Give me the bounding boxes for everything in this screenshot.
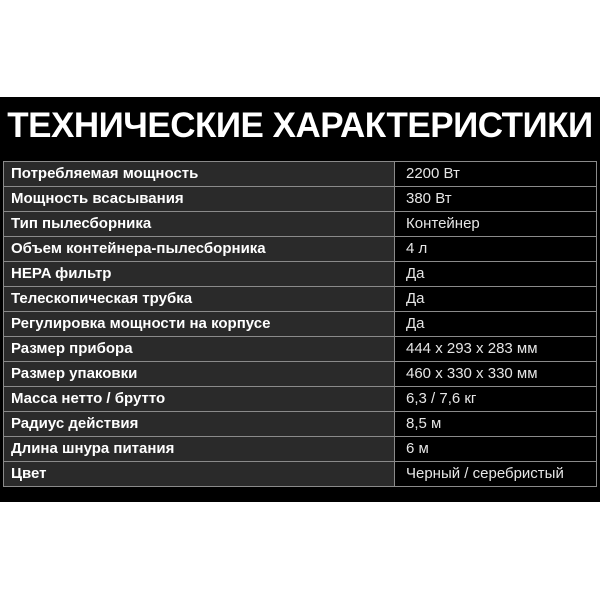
- spec-value: 8,5 м: [395, 412, 597, 437]
- table-row: [4, 337, 597, 362]
- spec-label: Размер упаковки: [4, 362, 395, 387]
- table-row: [4, 287, 597, 312]
- table-row: [4, 262, 597, 287]
- table-row: [4, 362, 597, 387]
- spec-label: Потребляемая мощность: [4, 162, 395, 187]
- table-row: [4, 387, 597, 412]
- specs-table: [3, 161, 597, 487]
- spec-value: Контейнер: [395, 212, 597, 237]
- spec-label: Радиус действия: [4, 412, 395, 437]
- spec-label: Масса нетто / брутто: [4, 387, 395, 412]
- spec-label: Мощность всасывания: [4, 187, 395, 212]
- spec-label: Длина шнура питания: [4, 437, 395, 462]
- spec-value: 6 м: [395, 437, 597, 462]
- spec-value: Да: [395, 287, 597, 312]
- spec-label: Телескопическая трубка: [4, 287, 395, 312]
- spec-value: Да: [395, 312, 597, 337]
- spec-label: Регулировка мощности на корпусе: [4, 312, 395, 337]
- table-row: [4, 187, 597, 212]
- table-row: [4, 162, 597, 187]
- table-row: [4, 237, 597, 262]
- spec-label: Объем контейнера-пылесборника: [4, 237, 395, 262]
- table-row: [4, 312, 597, 337]
- spec-label: Цвет: [4, 462, 395, 487]
- spec-value: 6,3 / 7,6 кг: [395, 387, 597, 412]
- spec-value: Черный / серебристый: [395, 462, 597, 487]
- spec-value: 460 x 330 x 330 мм: [395, 362, 597, 387]
- spec-value: 2200 Вт: [395, 162, 597, 187]
- table-row: [4, 462, 597, 487]
- page-title: ТЕХНИЧЕСКИЕ ХАРАКТЕРИСТИКИ: [7, 106, 593, 145]
- spec-value: 444 x 293 x 283 мм: [395, 337, 597, 362]
- spec-label: Тип пылесборника: [4, 212, 395, 237]
- spec-value: Да: [395, 262, 597, 287]
- spec-value: 4 л: [395, 237, 597, 262]
- spec-label: Размер прибора: [4, 337, 395, 362]
- spec-value: 380 Вт: [395, 187, 597, 212]
- table-row: [4, 437, 597, 462]
- table-row: [4, 212, 597, 237]
- table-row: [4, 412, 597, 437]
- spec-label: HEPA фильтр: [4, 262, 395, 287]
